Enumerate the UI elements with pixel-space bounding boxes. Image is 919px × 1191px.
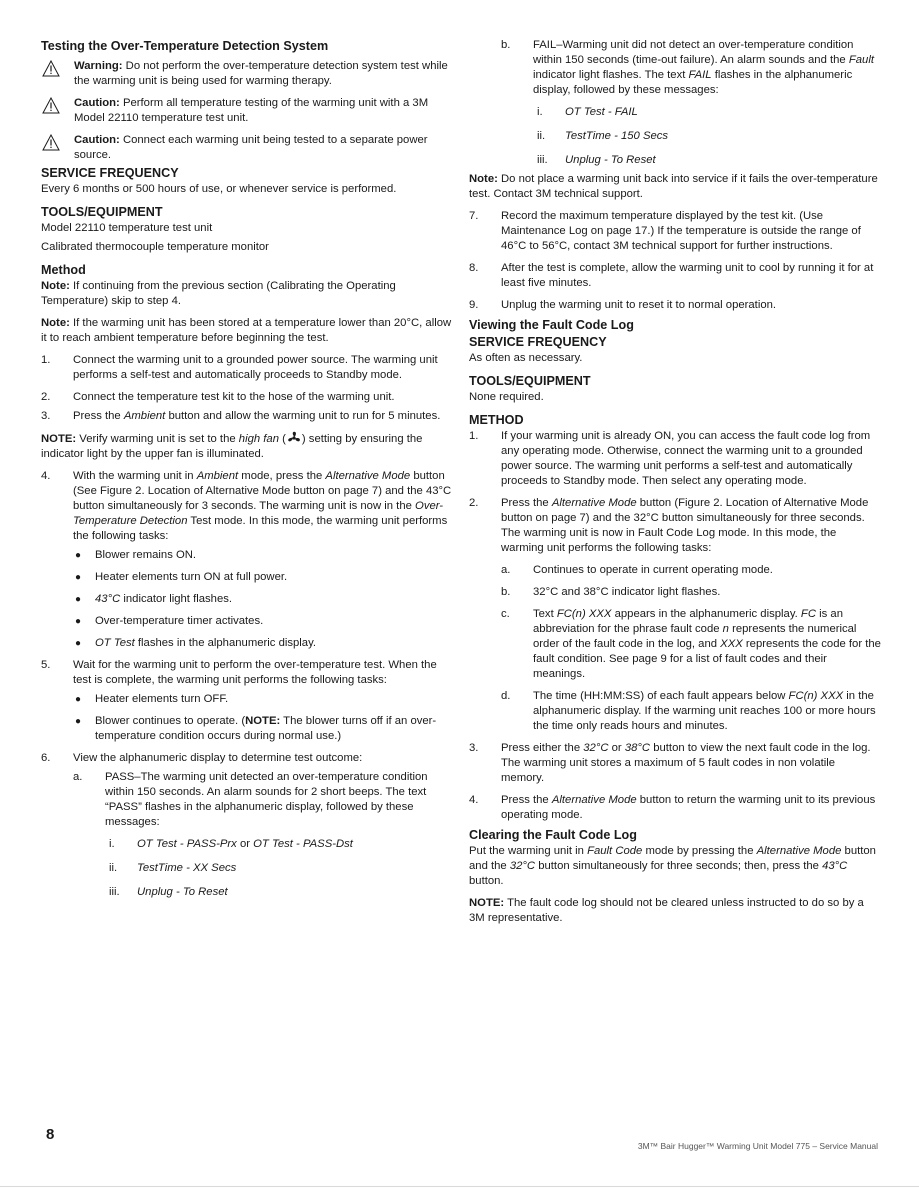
- step-3: [41, 409, 453, 424]
- step-text-italic: 38°C: [624, 742, 651, 754]
- note-label: Note:: [469, 173, 498, 185]
- fault-step-4: [469, 793, 881, 823]
- sub-step-italic: FC(n) XXX: [788, 690, 844, 702]
- step-number: 7.: [469, 210, 479, 222]
- step-text: If your warming unit is already ON, you can access the fault code log from any operating mode. Otherwise, connect the warming unit to a grounded power source. The warming unit performs a self-test and automatically proceeds to Standby mode. Then select any operating mode.: [501, 430, 871, 487]
- sub-step-c: [469, 607, 881, 682]
- step-text-italic: Ambient: [123, 410, 166, 422]
- message-item: [469, 153, 881, 168]
- step-text: With the warming unit in: [73, 470, 197, 482]
- bullet: ●: [75, 638, 82, 649]
- sub-step-italic: FC(n) XXX: [556, 608, 612, 620]
- list-item-italic: 43°C: [95, 593, 121, 605]
- note: [469, 172, 881, 202]
- sub-step-text: represents the numerical order of the fault code in the log, and: [533, 623, 857, 650]
- step-text: Press the: [73, 410, 124, 422]
- sub-step-text: represents the code for the fault condition. See page 9 for a list of fault codes and their meanings.: [533, 638, 881, 680]
- note: [41, 431, 453, 462]
- sub-step-text: appears in the alphanumeric display.: [611, 608, 801, 620]
- sub-step-text: The time (HH:MM:SS) of each fault appears below: [533, 690, 789, 702]
- list-item-bold: NOTE:: [245, 715, 281, 727]
- step-6: [41, 751, 453, 766]
- roman-numeral: i.: [537, 106, 543, 118]
- step-number: 1.: [469, 430, 479, 442]
- caution-label: Caution:: [74, 97, 120, 109]
- roman-numeral: iii.: [537, 154, 548, 166]
- section-title: Testing the Over-Temperature Detection System: [41, 39, 329, 53]
- message-item: [41, 861, 453, 876]
- step-text: or: [608, 742, 625, 754]
- message-item: [41, 837, 453, 852]
- tools-item: Model 22110 temperature test unit: [41, 222, 213, 234]
- step-8: [469, 261, 881, 291]
- sub-step-a: [41, 770, 453, 830]
- service-frequency-heading: SERVICE FREQUENCY: [41, 166, 179, 180]
- caution-label: Caution:: [74, 134, 120, 146]
- body-text: button and the: [469, 845, 876, 872]
- sub-step-italic: Fault: [848, 54, 874, 66]
- sub-step-b: [469, 38, 881, 98]
- note-text-italic: high fan: [238, 433, 279, 445]
- note-text: If continuing from the previous section (Calibrating the Operating Temperature) skip to step 4.: [41, 280, 396, 307]
- note-text: (: [278, 433, 286, 445]
- note: [41, 279, 453, 309]
- step-text: Record the maximum temperature displayed by the test kit. (Use Maintenance Log on page 17.) If the temperature is outside the range of 46°C to 56°C, contact 3M technical support for further instructions.: [501, 210, 861, 252]
- roman-numeral: iii.: [109, 886, 120, 898]
- step-text: Test mode. In this mode, the warming unit performs the following tasks:: [73, 515, 448, 542]
- fan-icon: [286, 431, 302, 445]
- caution-text: Connect each warming unit being tested to a separate power source.: [74, 134, 428, 161]
- list-item: [41, 548, 453, 563]
- sub-step-text: is an abbreviation for the phrase fault code: [533, 608, 843, 635]
- clear-log-title: Clearing the Fault Code Log: [469, 828, 637, 842]
- step-text-italic: Alternative Mode: [551, 497, 637, 509]
- sub-step-italic: n: [722, 623, 729, 635]
- step-text: button (Figure 2. Location of Alternative Mode button on page 7) and the 32°C button simultaneously for three seconds. The warming unit is now in Fault Code Log mode. In this mode, the warming unit performs the following tasks:: [501, 497, 869, 554]
- bullet: ●: [75, 594, 82, 605]
- body-italic: Fault Code: [587, 845, 643, 857]
- sub-step-italic: XXX: [720, 638, 743, 650]
- tools-heading: TOOLS/EQUIPMENT: [41, 205, 163, 219]
- body-text: mode by pressing the: [642, 845, 757, 857]
- step-5: [41, 658, 453, 688]
- warning-triangle-icon: [42, 97, 60, 114]
- step-number: 1.: [41, 354, 51, 366]
- list-item-text: Blower continues to operate. (: [95, 715, 246, 727]
- sub-step-letter: b.: [501, 39, 511, 51]
- caution-text: Perform all temperature testing of the warming unit with a 3M Model 22110 temperature test unit.: [74, 97, 429, 124]
- message-item: [469, 105, 881, 120]
- message-item: [41, 885, 453, 900]
- sub-step-letter: d.: [501, 690, 511, 702]
- step-text: button to return the warming unit to its previous operating mode.: [501, 794, 876, 821]
- sub-step-text: flashes in the alphanumeric display, followed by these messages:: [533, 69, 853, 96]
- method-heading: Method: [41, 263, 86, 277]
- service-frequency-heading: SERVICE FREQUENCY: [469, 335, 607, 349]
- body-italic: 43°C: [822, 860, 848, 872]
- list-item: [41, 570, 453, 585]
- tools-item: Calibrated thermocouple temperature monitor: [41, 241, 269, 253]
- warning-triangle-icon: [42, 134, 60, 151]
- page-edge-divider: [0, 1186, 919, 1187]
- roman-numeral: ii.: [109, 862, 118, 874]
- list-item: [41, 614, 453, 629]
- bullet: ●: [75, 716, 82, 727]
- message-item: [469, 129, 881, 144]
- bullet: ●: [75, 616, 82, 627]
- service-frequency-text: Every 6 months or 500 hours of use, or whenever service is performed.: [41, 183, 397, 195]
- step-text: mode, press the: [238, 470, 326, 482]
- message-text: TestTime - 150 Secs: [565, 130, 669, 142]
- step-1: [41, 353, 453, 383]
- list-item-text: Blower remains ON.: [95, 549, 197, 561]
- list-item-text: Heater elements turn OFF.: [95, 693, 229, 705]
- step-text: Press the: [501, 794, 552, 806]
- caution-2: [41, 133, 453, 163]
- warning-1: [41, 59, 453, 89]
- clear-log-text: [469, 844, 881, 889]
- step-text: Connect the warming unit to a grounded power source. The warming unit performs a self-test and automatically proceeds to Standby mode.: [73, 354, 438, 381]
- body-italic: 32°C: [509, 860, 536, 872]
- message-text: TestTime - XX Secs: [137, 862, 237, 874]
- step-number: 3.: [41, 410, 51, 422]
- step-text: button to view the next fault code in the log. The warming unit stores a maximum of 5 fault codes in non volatile memory.: [501, 742, 871, 784]
- note: [469, 896, 881, 926]
- list-item-text: flashes in the alphanumeric display.: [134, 637, 317, 649]
- step-9: [469, 298, 881, 313]
- sub-step-italic: FAIL: [688, 69, 712, 81]
- message-text: or: [236, 838, 254, 850]
- sub-step-letter: a.: [73, 771, 83, 783]
- message-text: OT Test - PASS-Prx: [137, 838, 237, 850]
- tools-text: None required.: [469, 391, 544, 403]
- method-heading: METHOD: [469, 413, 524, 427]
- step-text-italic: Alternative Mode: [325, 470, 411, 482]
- tools-heading: TOOLS/EQUIPMENT: [469, 374, 591, 388]
- step-number: 8.: [469, 262, 479, 274]
- footer-title: 3M™ Bair Hugger™ Warming Unit Model 775 – Service Manual: [637, 1141, 878, 1151]
- step-text: View the alphanumeric display to determine test outcome:: [73, 752, 363, 764]
- step-number: 3.: [469, 742, 479, 754]
- note-label: Note:: [41, 317, 70, 329]
- note-label: Note:: [41, 280, 70, 292]
- step-number: 5.: [41, 659, 51, 671]
- bullet: ●: [75, 694, 82, 705]
- list-item-text: indicator light flashes.: [120, 593, 233, 605]
- roman-numeral: ii.: [537, 130, 546, 142]
- note: [41, 316, 453, 346]
- step-number: 4.: [41, 470, 51, 482]
- service-frequency-text: As often as necessary.: [469, 352, 583, 364]
- left-column: [41, 38, 453, 900]
- sub-step-text: in the alphanumeric display. If the warming unit reaches 100 or more hours the time only reads hours and minutes.: [533, 690, 876, 732]
- body-text: button.: [469, 875, 504, 887]
- page-number: 8: [46, 1126, 55, 1143]
- note-text: If the warming unit has been stored at a temperature lower than 20°C, allow it to reach ambient temperature before beginning the test.: [41, 317, 452, 344]
- warning-label: Warning:: [74, 60, 123, 72]
- warning-text: Do not perform the over-temperature detection system test while the warming unit is being used for warming therapy.: [74, 60, 448, 87]
- warning-triangle-icon: [42, 60, 60, 77]
- step-number: 6.: [41, 752, 51, 764]
- step-text: Unplug the warming unit to reset it to normal operation.: [501, 299, 777, 311]
- sub-step-text: FAIL–Warming unit did not detect an over-temperature condition within 150 seconds (time-out failure). An alarm sounds and the: [533, 39, 854, 66]
- list-item-text: The blower turns off if an over-temperature condition occurs during normal use.): [95, 715, 437, 742]
- message-text: OT Test - FAIL: [565, 106, 638, 118]
- list-item-text: Heater elements turn ON at full power.: [95, 571, 288, 583]
- fault-step-1: [469, 429, 881, 489]
- bullet: ●: [75, 572, 82, 583]
- message-text: Unplug - To Reset: [565, 154, 656, 166]
- step-text: Press the: [501, 497, 552, 509]
- sub-step-a: [469, 563, 881, 578]
- list-item: [41, 692, 453, 707]
- right-column: [469, 38, 881, 926]
- note-label: NOTE:: [41, 433, 77, 445]
- bullet: ●: [75, 550, 82, 561]
- step-text-italic: Ambient: [196, 470, 239, 482]
- sub-step-letter: b.: [501, 586, 511, 598]
- sub-step-text: PASS–The warming unit detected an over-temperature condition within 150 seconds. An alarm sounds for 2 short beeps. The text “PASS” flashes in the alphanumeric display, followed by these messages:: [105, 771, 428, 828]
- step-text: Press either the: [501, 742, 584, 754]
- note-text: Do not place a warming unit back into service if it fails the over-temperature test. Contact 3M technical support.: [469, 173, 878, 200]
- list-item: [41, 714, 453, 744]
- message-text: OT Test - PASS-Dst: [253, 838, 353, 850]
- step-number: 2.: [41, 391, 51, 403]
- body-text: button simultaneously for three seconds; then, press the: [535, 860, 823, 872]
- step-number: 4.: [469, 794, 479, 806]
- list-item: [41, 592, 453, 607]
- message-text: Unplug - To Reset: [137, 886, 228, 898]
- step-text-italic: Alternative Mode: [551, 794, 637, 806]
- body-text: Put the warming unit in: [469, 845, 588, 857]
- step-number: 9.: [469, 299, 479, 311]
- fault-step-2: [469, 496, 881, 556]
- sub-step-italic: FC: [800, 608, 816, 620]
- sub-step-text: Continues to operate in current operating mode.: [533, 564, 773, 576]
- roman-numeral: i.: [109, 838, 115, 850]
- step-2: [41, 390, 453, 405]
- list-item: [41, 636, 453, 651]
- step-4: [41, 469, 453, 544]
- caution-1: [41, 96, 453, 126]
- step-number: 2.: [469, 497, 479, 509]
- list-item-text: Over-temperature timer activates.: [95, 615, 264, 627]
- note-text: ) setting by ensuring the indicator light by the upper fan is illuminated.: [41, 433, 423, 460]
- step-text-italic: Over-Temperature Detection: [73, 500, 444, 527]
- step-text: button and allow the warming unit to run for 5 minutes.: [165, 410, 441, 422]
- sub-step-text: indicator light flashes. The text: [533, 69, 689, 81]
- step-text-italic: 32°C: [583, 742, 609, 754]
- step-text: button (See Figure 2. Location of Alternative Mode button on page 7) and the 43°C button simultaneously for 3 seconds. The warming unit is now in the: [73, 470, 452, 512]
- sub-step-letter: a.: [501, 564, 511, 576]
- step-7: [469, 209, 881, 254]
- list-item-italic: OT Test: [95, 637, 135, 649]
- fault-log-title: Viewing the Fault Code Log: [469, 318, 634, 332]
- sub-step-text: Text: [533, 608, 557, 620]
- sub-step-d: [469, 689, 881, 734]
- step-text: After the test is complete, allow the warming unit to cool by running it for at least five minutes.: [501, 262, 874, 289]
- note-text: Verify warming unit is set to the: [76, 433, 239, 445]
- note-label: NOTE:: [469, 897, 505, 909]
- note-text: The fault code log should not be cleared unless instructed to do so by a 3M representative.: [469, 897, 864, 924]
- step-text: Connect the temperature test kit to the hose of the warming unit.: [73, 391, 395, 403]
- fault-step-3: [469, 741, 881, 786]
- step-text: Wait for the warming unit to perform the over-temperature test. When the test is complete, the warming unit performs the following tasks:: [73, 659, 437, 686]
- sub-step-letter: c.: [501, 608, 510, 620]
- body-italic: Alternative Mode: [756, 845, 842, 857]
- sub-step-b: [469, 585, 881, 600]
- sub-step-text: 32°C and 38°C indicator light flashes.: [533, 586, 721, 598]
